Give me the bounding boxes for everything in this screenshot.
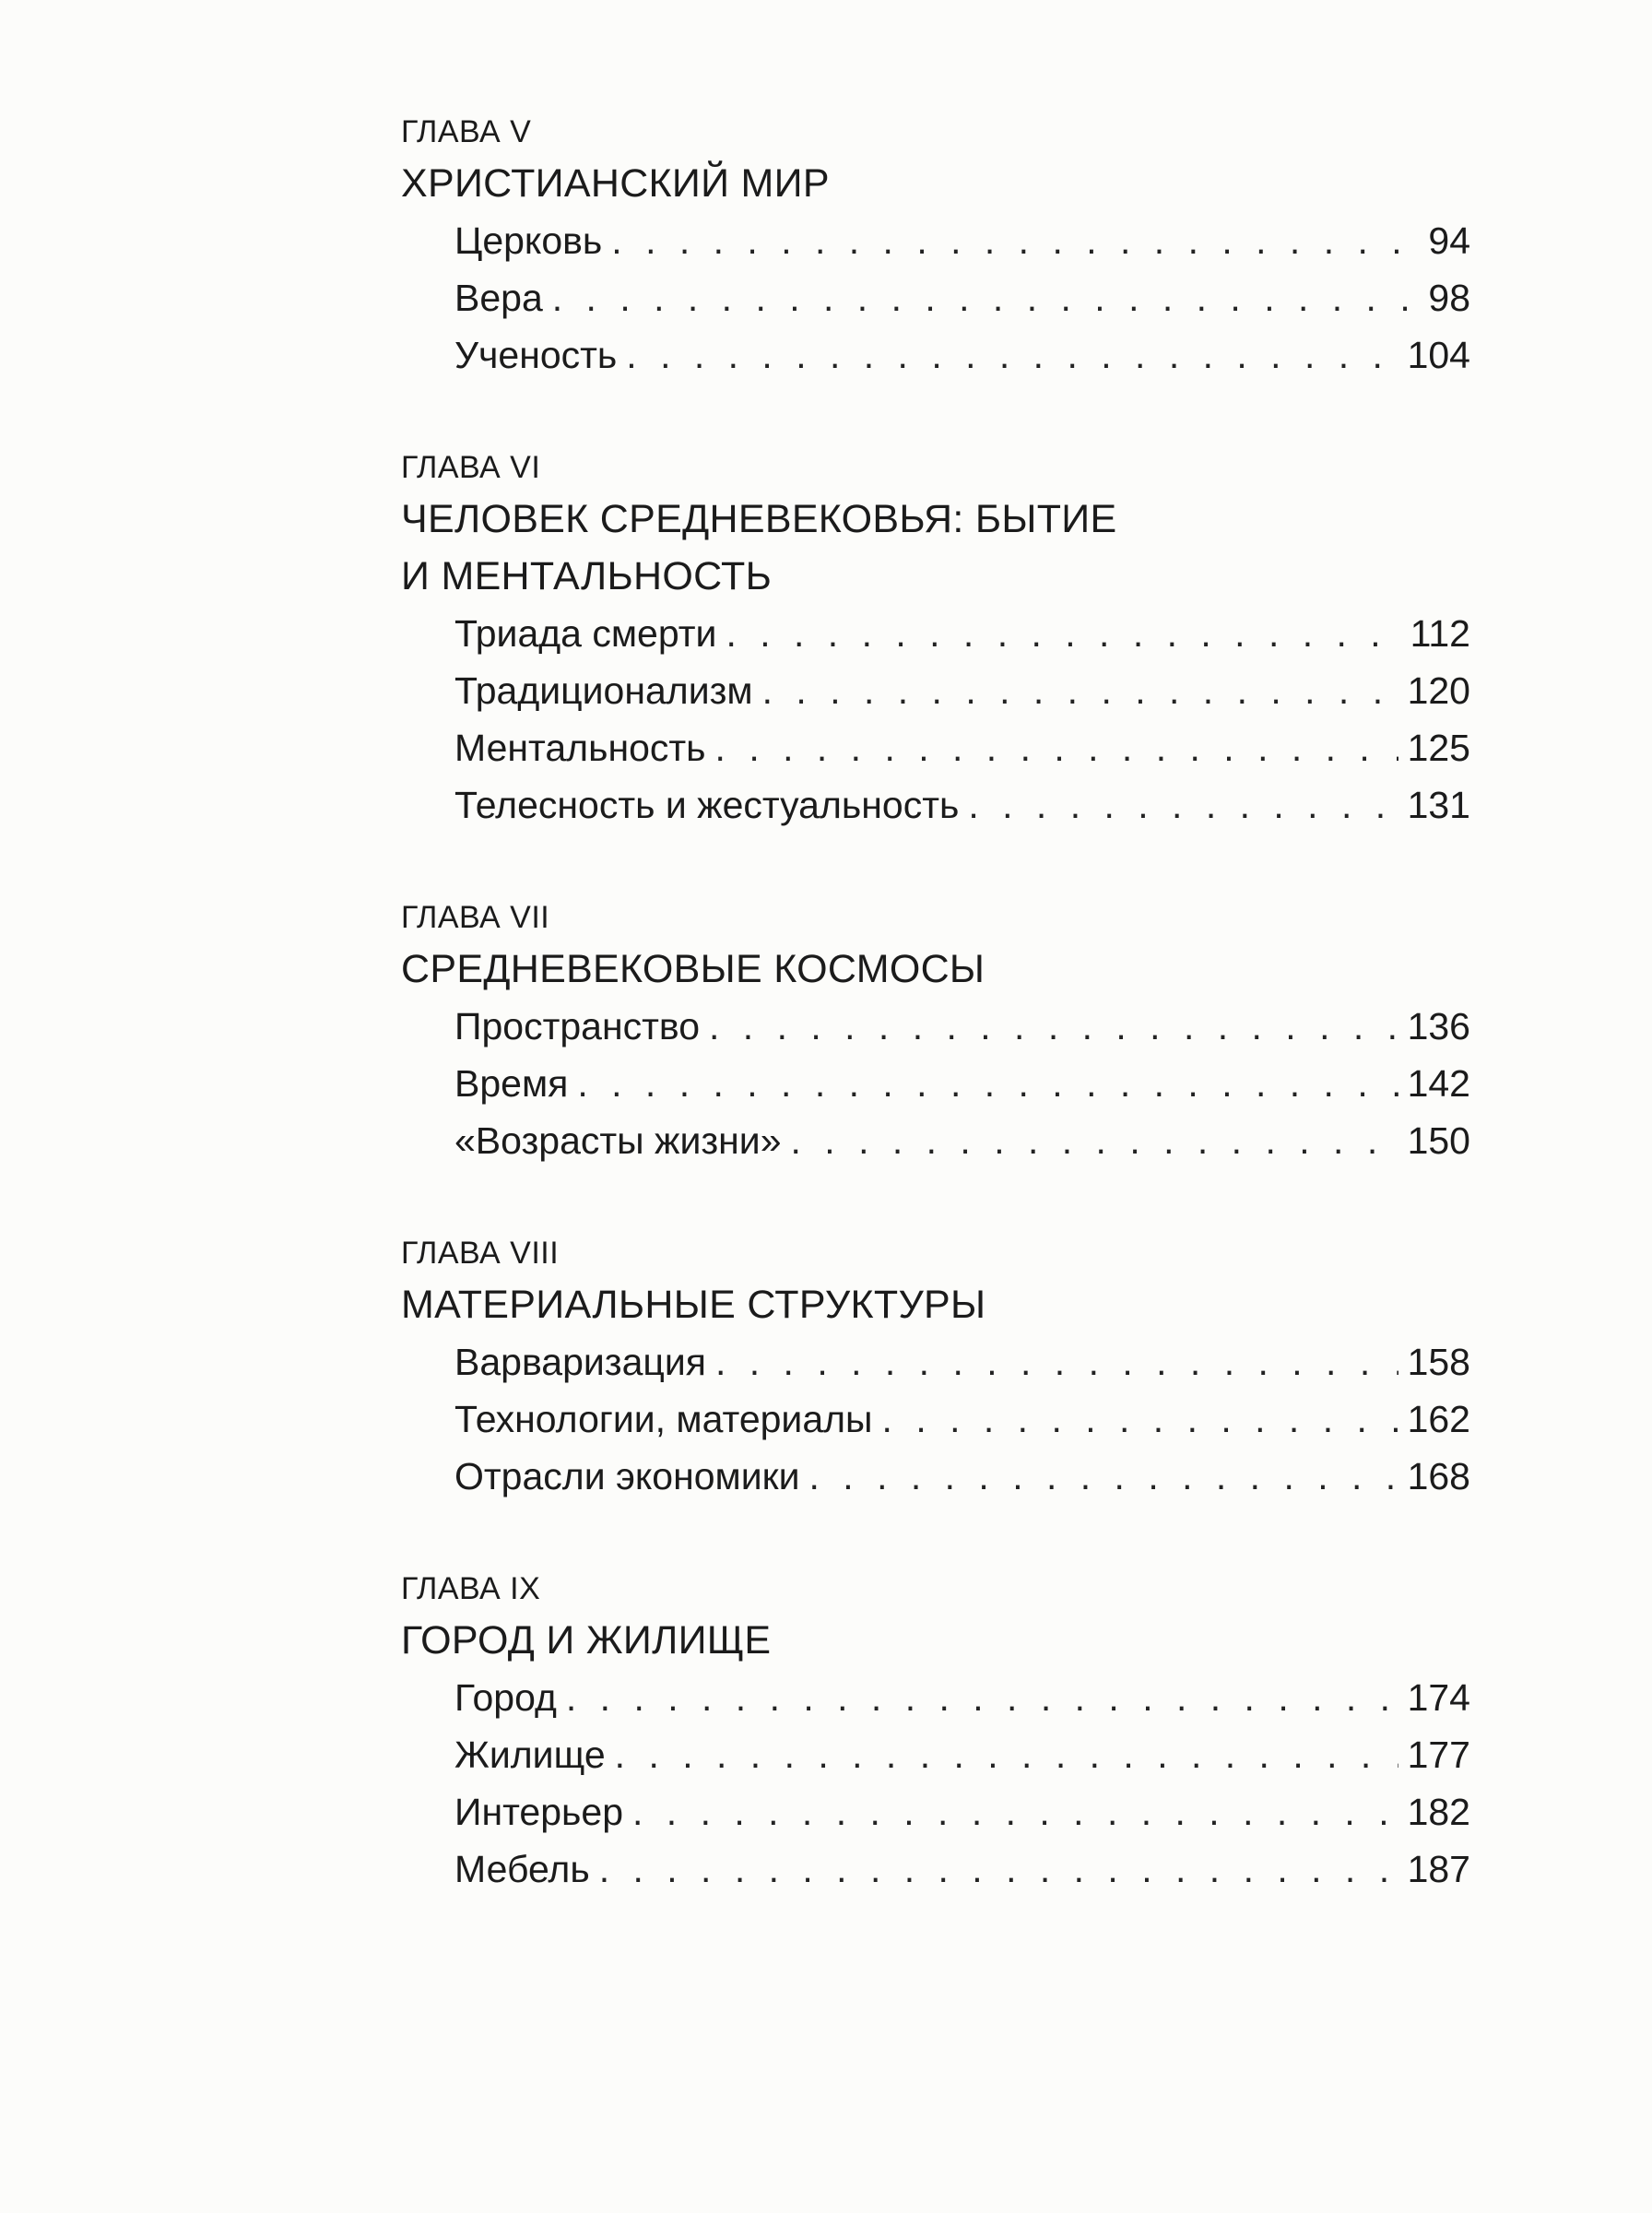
toc-entry[interactable] [401, 1055, 1470, 1112]
toc-entry[interactable] [401, 212, 1470, 269]
toc-entry-title: Триада смерти [454, 612, 717, 655]
chapter-label: ГЛАВА VII [401, 900, 550, 935]
toc-entry-title: Мебель [454, 1848, 590, 1890]
toc-entry-page: 98 [1428, 277, 1470, 319]
toc-entry-page: 125 [1407, 727, 1470, 769]
toc-entry[interactable] [401, 326, 1470, 384]
chapter-8 [401, 1230, 1470, 1505]
toc-entry[interactable] [401, 269, 1470, 326]
dot-leader [557, 1669, 1398, 1726]
toc-entry[interactable] [401, 605, 1470, 662]
toc-entry-page: 131 [1407, 784, 1470, 826]
chapter-label: ГЛАВА V [401, 114, 532, 149]
toc-entry-title: Ученость [454, 334, 618, 376]
toc-entry-page: 168 [1407, 1455, 1470, 1497]
toc-entry-title: Отрасли экономики [454, 1455, 800, 1497]
toc-entry-page: 104 [1407, 334, 1470, 376]
chapter-title: МАТЕРИАЛЬНЫЕ СТРУКТУРЫ [401, 1283, 986, 1327]
chapter-6 [401, 444, 1470, 834]
chapter-label: ГЛАВА VI [401, 450, 541, 485]
dot-leader [602, 212, 1419, 269]
dot-leader [800, 1448, 1398, 1505]
toc-entry[interactable] [401, 1333, 1470, 1391]
toc-entry-title: Пространство [454, 1005, 700, 1047]
toc-entry-page: 120 [1407, 669, 1470, 712]
toc-entry[interactable] [401, 1726, 1470, 1783]
toc-entry[interactable] [401, 998, 1470, 1055]
toc-entry[interactable] [401, 1783, 1470, 1840]
toc-entry[interactable] [401, 1448, 1470, 1505]
toc-entry-title: «Возрасты жизни» [454, 1119, 782, 1162]
toc-entry-page: 150 [1407, 1119, 1470, 1162]
toc-entry[interactable] [401, 1840, 1470, 1898]
toc-entry[interactable] [401, 662, 1470, 719]
toc-entry-page: 162 [1407, 1398, 1470, 1440]
chapter-title: СРЕДНЕВЕКОВЫЕ КОСМОСЫ [401, 947, 985, 991]
chapter-title-continued: И МЕНТАЛЬНОСТЬ [401, 554, 773, 598]
dot-leader [543, 269, 1420, 326]
toc-entry[interactable] [401, 1112, 1470, 1169]
toc-entry-page: 158 [1407, 1341, 1470, 1383]
toc-entry[interactable] [401, 1669, 1470, 1726]
toc-entry-title: Технологии, материалы [454, 1398, 873, 1440]
dot-leader [873, 1391, 1398, 1448]
toc-entry[interactable] [401, 776, 1470, 834]
dot-leader [590, 1840, 1398, 1898]
toc-entry-title: Традиционализм [454, 669, 753, 712]
dot-leader [700, 998, 1398, 1055]
toc-entry-title: Время [454, 1062, 569, 1105]
chapter-9 [401, 1566, 1470, 1898]
dot-leader [706, 1333, 1398, 1391]
toc-entry-title: Ментальность [454, 727, 706, 769]
toc-entry-title: Вера [454, 277, 543, 319]
toc-entry[interactable] [401, 719, 1470, 776]
toc-entry-title: Церковь [454, 219, 603, 262]
dot-leader [782, 1112, 1398, 1169]
toc-entry-page: 177 [1407, 1734, 1470, 1776]
dot-leader [606, 1726, 1398, 1783]
chapter-label: ГЛАВА VIII [401, 1236, 560, 1271]
toc-entry-title: Жилище [454, 1734, 606, 1776]
dot-leader [623, 1783, 1398, 1840]
dot-leader [959, 776, 1398, 834]
chapter-5 [401, 109, 1470, 384]
toc-entry-title: Варваризация [454, 1341, 706, 1383]
toc-entry-page: 112 [1410, 612, 1470, 655]
toc-entry-page: 187 [1407, 1848, 1470, 1890]
dot-leader [568, 1055, 1398, 1112]
chapter-title: ГОРОД И ЖИЛИЩЕ [401, 1618, 772, 1663]
chapter-title: ХРИСТИАНСКИЙ МИР [401, 161, 830, 206]
toc-entry-page: 142 [1407, 1062, 1470, 1105]
toc-entry-title: Город [454, 1676, 557, 1719]
toc-entry[interactable] [401, 1391, 1470, 1448]
chapter-7 [401, 894, 1470, 1169]
dot-leader [753, 662, 1398, 719]
toc-entry-title: Телесность и жестуальность [454, 784, 960, 826]
dot-leader [716, 605, 1400, 662]
chapter-label: ГЛАВА IX [401, 1571, 541, 1606]
toc-entry-title: Интерьер [454, 1791, 623, 1833]
dot-leader [617, 326, 1398, 384]
dot-leader [706, 719, 1398, 776]
toc-entry-page: 182 [1407, 1791, 1470, 1833]
chapter-title: ЧЕЛОВЕК СРЕДНЕВЕКОВЬЯ: БЫТИЕ [401, 497, 1117, 541]
toc-entry-page: 174 [1407, 1676, 1470, 1719]
toc-entry-page: 94 [1428, 219, 1470, 262]
toc-entry-page: 136 [1407, 1005, 1470, 1047]
table-of-contents [401, 109, 1470, 1959]
